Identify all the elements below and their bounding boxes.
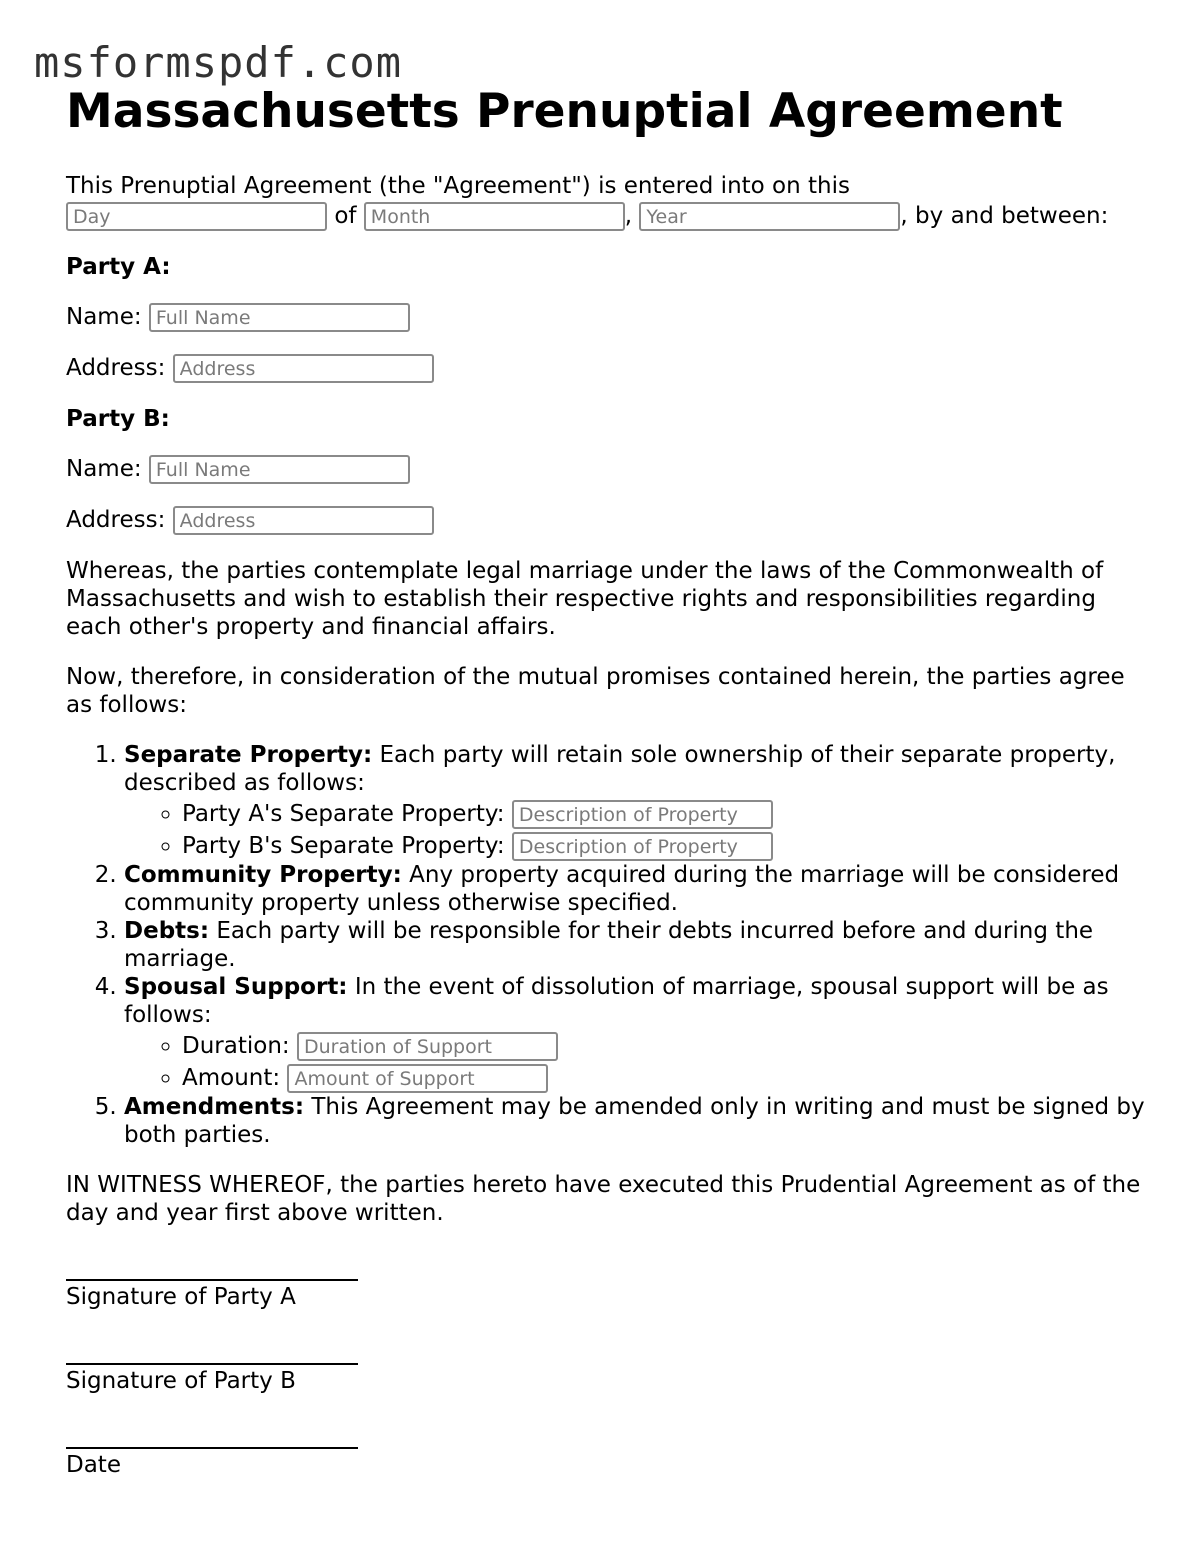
party-a-name-row (66, 303, 1146, 332)
party-b-property-input[interactable] (512, 832, 773, 861)
signature-block (66, 1267, 1146, 1479)
page-title: Massachusetts Prenuptial Agreement (66, 84, 1063, 139)
intro-paragraph (66, 172, 1146, 231)
party-b-address-label: Address: (66, 507, 166, 533)
party-b-name-label: Name: (66, 456, 142, 482)
party-b-property-label: Party B's Separate Property: (182, 833, 505, 859)
term-debts (124, 917, 1146, 973)
term-text: Any property acquired during the marriage will be considered community property unless otherwise specified. (124, 862, 1120, 916)
date-line[interactable] (66, 1435, 358, 1449)
whereas-paragraph: Whereas, the parties contemplate legal marriage under the laws of the Commonwealth of Massachusetts and wish to establish their respective rights and responsibilities regarding each other's property and financial affairs. (66, 558, 1104, 640)
party-b-property-item (182, 832, 1146, 861)
terms-list (66, 741, 1146, 1149)
party-a-name-input[interactable] (149, 303, 410, 332)
date-label: Date (66, 1452, 121, 1478)
party-a-property-label: Party A's Separate Property: (182, 801, 505, 827)
amount-input[interactable] (287, 1064, 548, 1093)
term-spousal-support (124, 973, 1146, 1093)
term-title: Community Property: (124, 862, 402, 888)
duration-label: Duration: (182, 1033, 290, 1059)
party-b-address-row (66, 506, 1146, 535)
term-community-property (124, 861, 1146, 917)
term-text: Each party will retain sole ownership of their separate property, described as follows: (124, 742, 1116, 796)
intro-text: This Prenuptial Agreement (the "Agreement") is entered into on this (66, 173, 850, 199)
term-title: Spousal Support: (124, 974, 348, 1000)
term-separate-property (124, 741, 1146, 861)
intro-tail-text: , by and between: (900, 203, 1109, 229)
term-text: In the event of dissolution of marriage, spousal support will be as follows: (124, 974, 1109, 1028)
party-b-heading: Party B: (66, 406, 170, 432)
site-watermark: msformspdf.com (34, 38, 403, 87)
duration-input[interactable] (297, 1032, 558, 1061)
term-title: Amendments: (124, 1094, 305, 1120)
document-page (66, 82, 1146, 1479)
spousal-support-sublist (124, 1032, 1146, 1093)
term-text: This Agreement may be amended only in writing and must be signed by both parties. (124, 1094, 1145, 1148)
amount-item (182, 1064, 1146, 1093)
signature-line-a[interactable] (66, 1267, 358, 1281)
term-title: Separate Property: (124, 742, 373, 768)
signature-b-label: Signature of Party B (66, 1368, 296, 1394)
party-b-name-row (66, 455, 1146, 484)
day-input[interactable] (66, 202, 327, 231)
party-a-property-input[interactable] (512, 800, 773, 829)
party-a-property-item (182, 800, 1146, 829)
of-text: of (334, 203, 357, 229)
separate-property-sublist (124, 800, 1146, 861)
term-text: Each party will be responsible for their debts incurred before and during the marriage. (124, 918, 1094, 972)
signature-a-label: Signature of Party A (66, 1284, 296, 1310)
amount-label: Amount: (182, 1065, 281, 1091)
term-title: Debts: (124, 918, 210, 944)
party-b-name-input[interactable] (149, 455, 410, 484)
month-input[interactable] (364, 202, 625, 231)
party-b-address-input[interactable] (173, 506, 434, 535)
term-amendments (124, 1093, 1146, 1149)
intro-date-line (66, 202, 1146, 231)
party-a-heading: Party A: (66, 254, 171, 280)
party-a-address-label: Address: (66, 355, 166, 381)
now-therefore-paragraph: Now, therefore, in consideration of the mutual promises contained herein, the parties agree as follows: (66, 664, 1125, 718)
witness-paragraph: IN WITNESS WHEREOF, the parties hereto have executed this Prudential Agreement as of the day and year first above written. (66, 1172, 1141, 1226)
signature-line-b[interactable] (66, 1351, 358, 1365)
duration-item (182, 1032, 1146, 1061)
year-input[interactable] (639, 202, 900, 231)
party-a-address-input[interactable] (173, 354, 434, 383)
party-a-address-row (66, 354, 1146, 383)
party-a-name-label: Name: (66, 304, 142, 330)
comma-text: , (624, 203, 633, 229)
